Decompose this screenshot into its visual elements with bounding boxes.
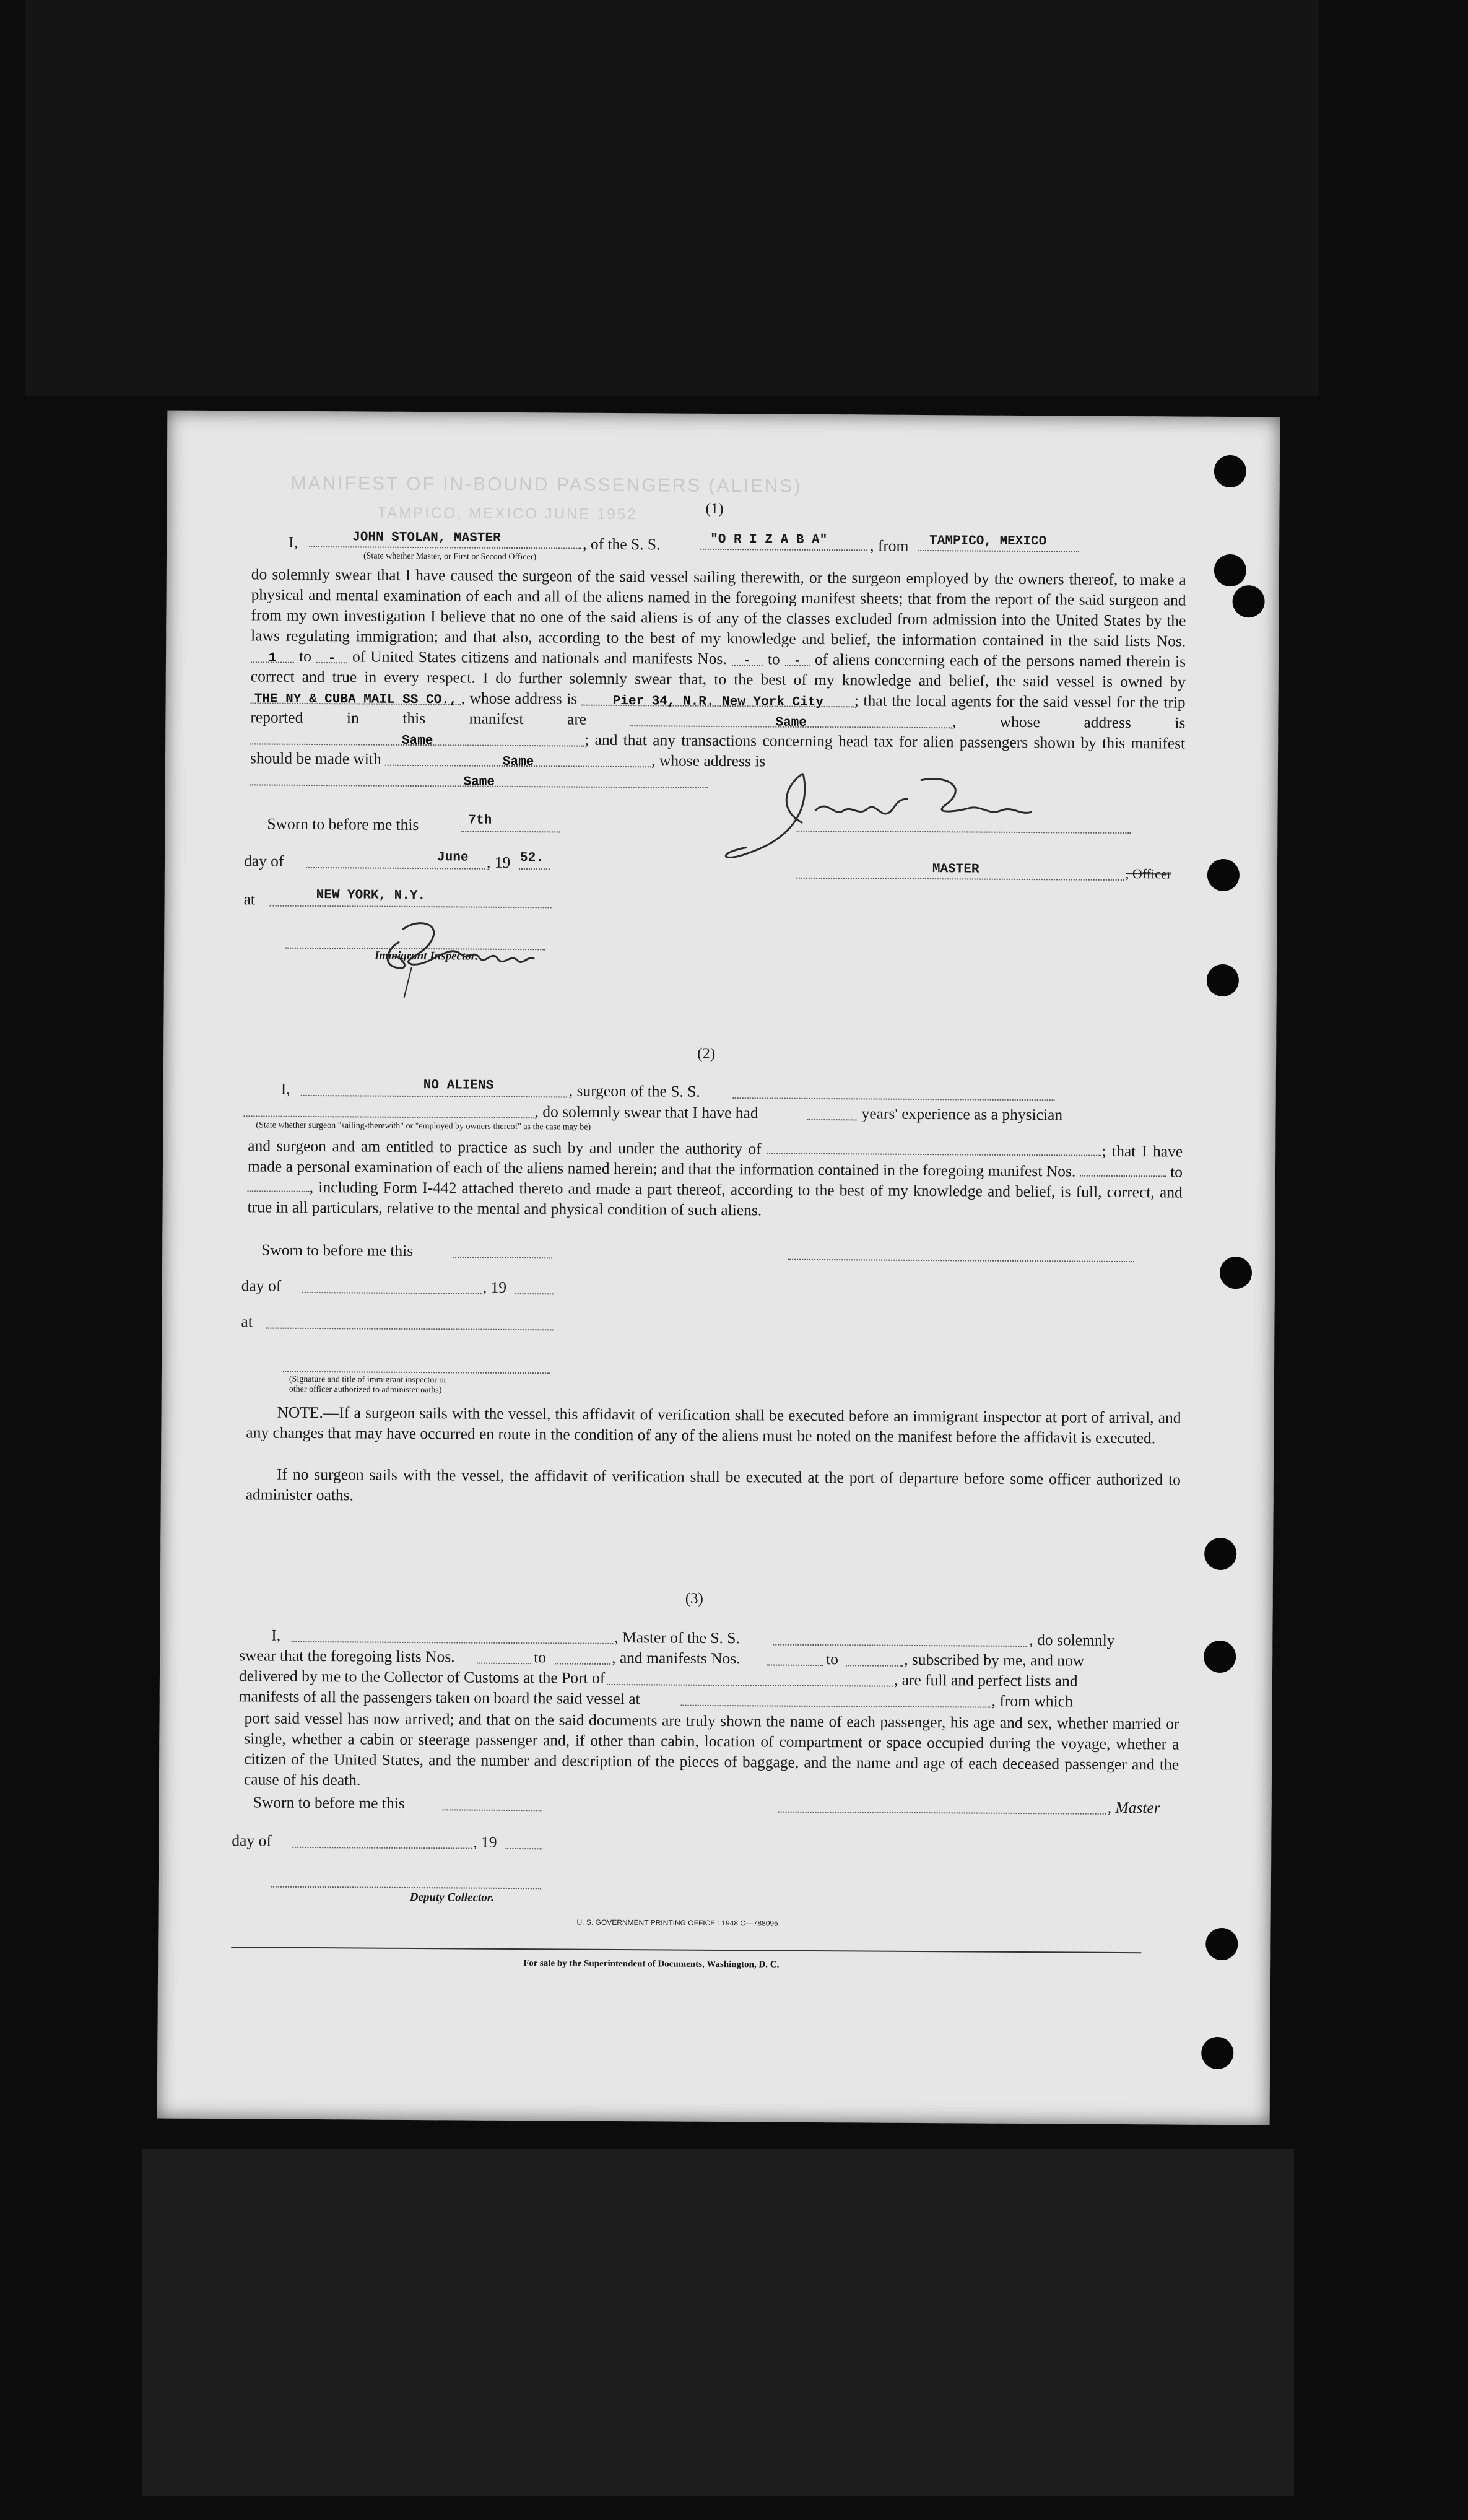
vessel-line [700,549,867,551]
punch-hole [1207,859,1240,891]
punch-hole [1204,1538,1236,1570]
manifest-from-blank [1080,1162,1166,1177]
officer-suffix: , Officer [1125,866,1172,882]
footer-rule [231,1947,1141,1953]
section-2-body-c: , including Form I-442 attached thereto and made a part thereof, according to the best of my knowledge and belief, is full, correct, and true in all particulars, relative to the mental and physical condition of such aliens. [247,1177,1183,1219]
from-which-label: , from which [991,1691,1073,1711]
section-3-number: (3) [685,1590,703,1607]
year-prefix-1: , 19 [486,853,511,871]
lists-from-line-3 [477,1663,531,1665]
sworn-label-1: Sworn to before me this [267,814,419,834]
sworn-day-line-3 [443,1809,542,1811]
punch-hole [1214,455,1246,487]
master-signature [710,761,1057,877]
manifests-from-line-3 [767,1664,823,1666]
punch-hole [1207,964,1239,996]
local-agents: Same [630,712,952,728]
inspector-label: Immigrant Inspector. [375,949,478,963]
section-1-i: I, [289,533,298,551]
swear-lists-label: swear that the foregoing lists Nos. [239,1646,455,1666]
surgeon-note-2: If no surgeon sails with the vessel, the affidavit of verification shall be executed at the port of departure before some officer authorized to administer oaths. [245,1465,1181,1504]
punch-hole [1220,1257,1252,1289]
day-of-label-3: day of [232,1831,272,1850]
surgeon-hint: (State whether surgeon "sailing-therewith" or "employed by owners thereof" as the case may be) [256,1120,591,1132]
manifests-to-word-3: to [826,1650,839,1668]
years-line [807,1119,856,1120]
of-ss-label: , of the S. S. [583,534,661,554]
from-place-line [918,550,1079,552]
lists-from: 1 [251,648,294,663]
faint-bleedthrough-header: MANIFEST OF IN-BOUND PASSENGERS (ALIENS) [290,473,802,497]
surgeon-signature-line [788,1259,1134,1262]
manifests-to: - [785,652,810,666]
master-of-label: , Master of the S. S. [614,1628,741,1647]
owner-address: Pier 34, N.R. New York City [582,691,854,708]
full-perfect-label: , are full and perfect lists and [893,1670,1078,1690]
master-signature-line-3 [778,1812,1106,1815]
sworn-day-1: 7th [468,813,492,828]
surgeon-name-line [301,1095,567,1098]
from-place: TAMPICO, MEXICO [929,534,1047,549]
master-name: JOHN STOLAN, MASTER [352,530,501,546]
master-name-line [309,546,581,549]
collector-line [271,1886,541,1890]
manifests-to-line-3 [846,1665,903,1667]
and-manifests-label: , and manifests Nos. [612,1648,741,1668]
surgeon-capacity-line [243,1115,534,1118]
surgeon-vessel-line [733,1097,1055,1101]
section-2-number: (2) [697,1045,716,1062]
section-1-body-b: of United States citizens and nationals and manifests Nos. [352,647,727,668]
sworn-label-3: Sworn to before me this [253,1793,405,1812]
surgeon-note-1: NOTE.—If a surgeon sails with the vessel, this affidavit of verification shall be executed before an immigrant inspector at port of arrival, and any changes that may have occurred en route in the condition of any of the aliens must be noted on the manifest before the affidavit is executed. [246,1403,1181,1447]
signature-hint-2a: (Signature and title of immigrant inspector or [289,1374,447,1385]
section-1-body-f: , whose address is [651,751,766,770]
lists-to-word: to [298,647,312,665]
vessel-line-3 [773,1644,1027,1647]
for-sale-note: For sale by the Superintendent of Documents, Washington, D. C. [523,1958,780,1970]
year-line-3 [505,1848,542,1849]
month-line-1 [306,867,485,870]
agents-address: Same [250,730,584,746]
master-name-line-3 [291,1641,613,1644]
manifests-of-label: manifests of all the passengers taken on board the said vessel at [238,1687,640,1708]
authority-blank [767,1139,1101,1156]
owner-address-label: , whose address is [461,689,578,708]
gpo-imprint: U. S. GOVERNMENT PRINTING OFFICE : 1948 O—788095 [576,1917,778,1928]
manifests-to-word: to [767,650,780,668]
from-label: , from [870,536,909,555]
faint-bleedthrough-subheader: TAMPICO, MEXICO JUNE 1952 [377,504,638,523]
section-3-i: I, [271,1626,281,1644]
month-line-2 [302,1292,482,1294]
at-line-2 [266,1328,553,1331]
at-label-1: at [243,890,256,909]
signature-hint-2b: other officer authorized to administer oaths) [289,1384,442,1395]
section-1-body-d: that the local agents for the said vessel for the trip reported in this manifest are [250,691,1186,728]
sworn-month-1: June [436,850,469,865]
day-of-label-2: day of [241,1276,282,1295]
at-label-2: at [241,1312,253,1331]
master-title-line [796,878,1124,881]
sworn-day-line-2 [453,1257,552,1258]
sworn-place-1: NEW YORK, N.Y. [316,888,426,904]
subscribed-label: , subscribed by me, and now [904,1650,1085,1670]
collector-label: Deputy Collector. [409,1890,494,1904]
section-1-body-c: of aliens concerning each of the persons named therein is correct and true in every respect. I do further solemnly swear that, to the best of my knowledge and belief, the said vessel is owned by [250,650,1186,691]
punch-hole [1232,585,1264,617]
year-prefix-3: , 19 [473,1833,497,1851]
section-2-body-b: that I have made a personal examination of each of the aliens named herein; and that the information contained in the foregoing manifest Nos. [247,1141,1183,1180]
inspector-signature [375,905,549,1005]
punch-hole [1204,1641,1236,1673]
headtax-with: Same [385,751,651,768]
manifest-affidavit-page [157,411,1280,2125]
lists-to-line-3 [555,1663,610,1665]
port-line-3 [607,1684,893,1687]
section-2-body: and surgeon and am entitled to practice as such by and under the authority of ; that I have made a personal examination of each of the aliens named herein; and that the information contained in the foregoing manifest Nos. to , including Form I-442 attached thereto and made a part thereof, according to the best of my knowledge and belief, is full, correct, and true in all particulars, relative to the mental and physical condition of such aliens. [247,1136,1183,1219]
day-of-label-1: day of [243,852,284,870]
punch-hole [1205,1928,1238,1960]
year-line-2 [515,1293,554,1294]
section-2-to-word: to [1170,1162,1183,1181]
film-frame-lower [142,2149,1294,2496]
delivered-label: delivered by me to the Collector of Customs at the Port of [238,1667,606,1687]
lists-to-word-3: to [534,1648,547,1667]
solemnly-label: , do solemnly [1029,1631,1115,1649]
master-label-3: , Master [1107,1798,1160,1817]
lists-to: - [316,648,347,663]
section-1-body-a: do solemnly swear that I have caused the surgeon of the said vessel sailing therewith, or the surgeon employed by the owners thereof, to make a physical and mental examination of each and all of the aliens named in the foregoing manifest sheets; that from the report of the said surgeon and from my own investigation I believe that no one of the said aliens is of any of the classes excluded from admission into the United States by the laws regulating immigration; and that also, according to the best of my knowledge and belief, the information contained in the said lists Nos. 1 to - of United States citizens and nationals and manifests Nos. - to - of aliens concerning each of the persons named therein is correct and true in every respect. I do further solemnly swear that, to the best of my knowledge and belief, the said vessel is owned by THE NY & CUBA MAIL SS CO., , whose address is Pier 34, N.R. New York City ; that the local agents for the said vessel for the trip reported in this manifest are Same , whose address is Same ; and that any transactions concerning head tax for alien passengers shown by this manifest should be made with Same , whose address is Same [250,565,1186,790]
film-frame-upper [25,0,1319,396]
section-2-i: I, [280,1079,290,1098]
section-1-number: (1) [705,500,724,518]
vessel-name: "O R I Z A B A" [710,532,828,548]
departure-port-line-3 [681,1705,991,1708]
surgeon-of-label: , surgeon of the S. S. [568,1081,700,1101]
surgeon-name: NO ALIENS [423,1078,494,1093]
section-3-body: port said vessel has now arrived; and that on the said documents are truly shown the name of each passenger, his age and sex, whether married or single, whether a cabin or steerage passenger and, if other than cabin, location of compartment or space occupied during the voyage, whether a citizen of the United States, and the number and description of the pieces of baggage, and the name and age of each deceased passenger and the cause of his death. [243,1709,1179,1789]
headtax-address: Same [250,770,708,788]
sworn-year-1: 52. [519,851,544,866]
year-line-1 [519,868,550,870]
officer-signature-line-2 [283,1371,550,1374]
sworn-day-line-1 [461,831,560,832]
section-1-body-e: ; and that any transactions concerning head tax for alien passengers shown by this manifest should be made with [250,730,1186,768]
month-line-3 [292,1847,472,1849]
master-hint: (State whether Master, or First or Second Officer) [363,551,537,562]
manifest-to-blank [248,1177,310,1192]
agents-address-label: whose address is [999,712,1186,732]
vessel-owner: THE NY & CUBA MAIL SS CO., [251,689,461,705]
surgeon-swear-text: , do solemnly swear that I have had [534,1102,758,1122]
punch-hole [1214,554,1246,586]
signature-title: MASTER [932,862,979,877]
punch-hole [1201,2037,1233,2069]
manifests-from: - [732,651,763,666]
years-text: years' experience as a physician [861,1104,1063,1124]
year-prefix-2: , 19 [482,1278,507,1296]
sworn-label-2: Sworn to before me this [261,1240,414,1260]
